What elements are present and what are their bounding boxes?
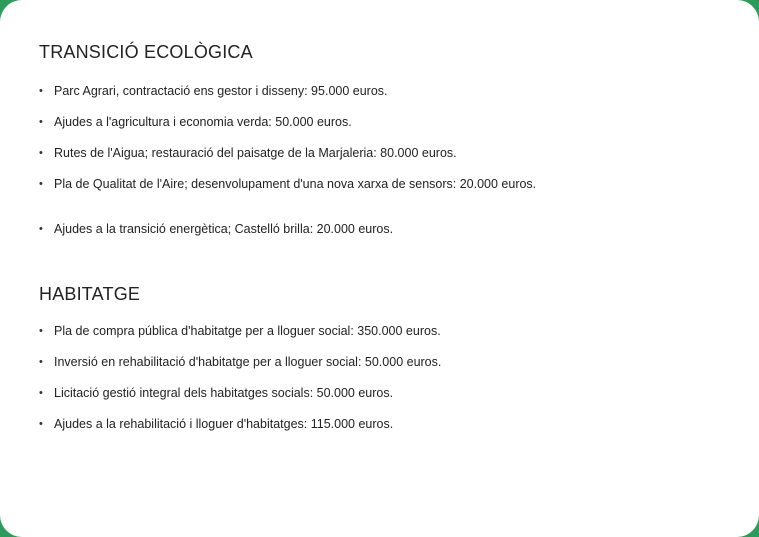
bullet-icon: • xyxy=(39,85,43,97)
list-item-text: Ajudes a la transició energètica; Castelló brilla: 20.000 euros. xyxy=(54,222,394,236)
list-item-text: Inversió en rehabilitació d'habitatge per a lloguer social: 50.000 euros. xyxy=(54,355,442,369)
bullet-icon: • xyxy=(39,223,43,235)
list-item-text: Pla de Qualitat de l'Aire; desenvolupament d'una nova xarxa de sensors: 20.000 euros. xyxy=(54,177,537,191)
bullet-icon: • xyxy=(39,418,43,430)
list-item-text: Licitació gestió integral dels habitatges socials: 50.000 euros. xyxy=(54,386,394,400)
section-habitatge xyxy=(39,283,739,431)
list-item-text: Ajudes a la rehabilitació i lloguer d'habitatges: 115.000 euros. xyxy=(54,417,394,431)
list-item-text: Ajudes a l'agricultura i economia verda: 50.000 euros. xyxy=(54,115,352,129)
bullet-icon: • xyxy=(39,147,43,159)
bullet-icon: • xyxy=(39,325,43,337)
section-transicio-ecologica xyxy=(39,41,739,236)
bullet-icon: • xyxy=(39,356,43,368)
list-item-text: Pla de compra pública d'habitatge per a lloguer social: 350.000 euros. xyxy=(54,324,441,338)
section-title: TRANSICIÓ ECOLÒGICA xyxy=(39,42,253,62)
list-item-text: Parc Agrari, contractació ens gestor i disseny: 95.000 euros. xyxy=(54,84,388,98)
section-title: HABITATGE xyxy=(39,284,141,304)
list-item-text: Rutes de l'Aigua; restauració del paisatge de la Marjaleria: 80.000 euros. xyxy=(54,146,457,160)
bullet-icon: • xyxy=(39,116,43,128)
bullet-icon: • xyxy=(39,178,43,190)
bullet-icon: • xyxy=(39,387,43,399)
